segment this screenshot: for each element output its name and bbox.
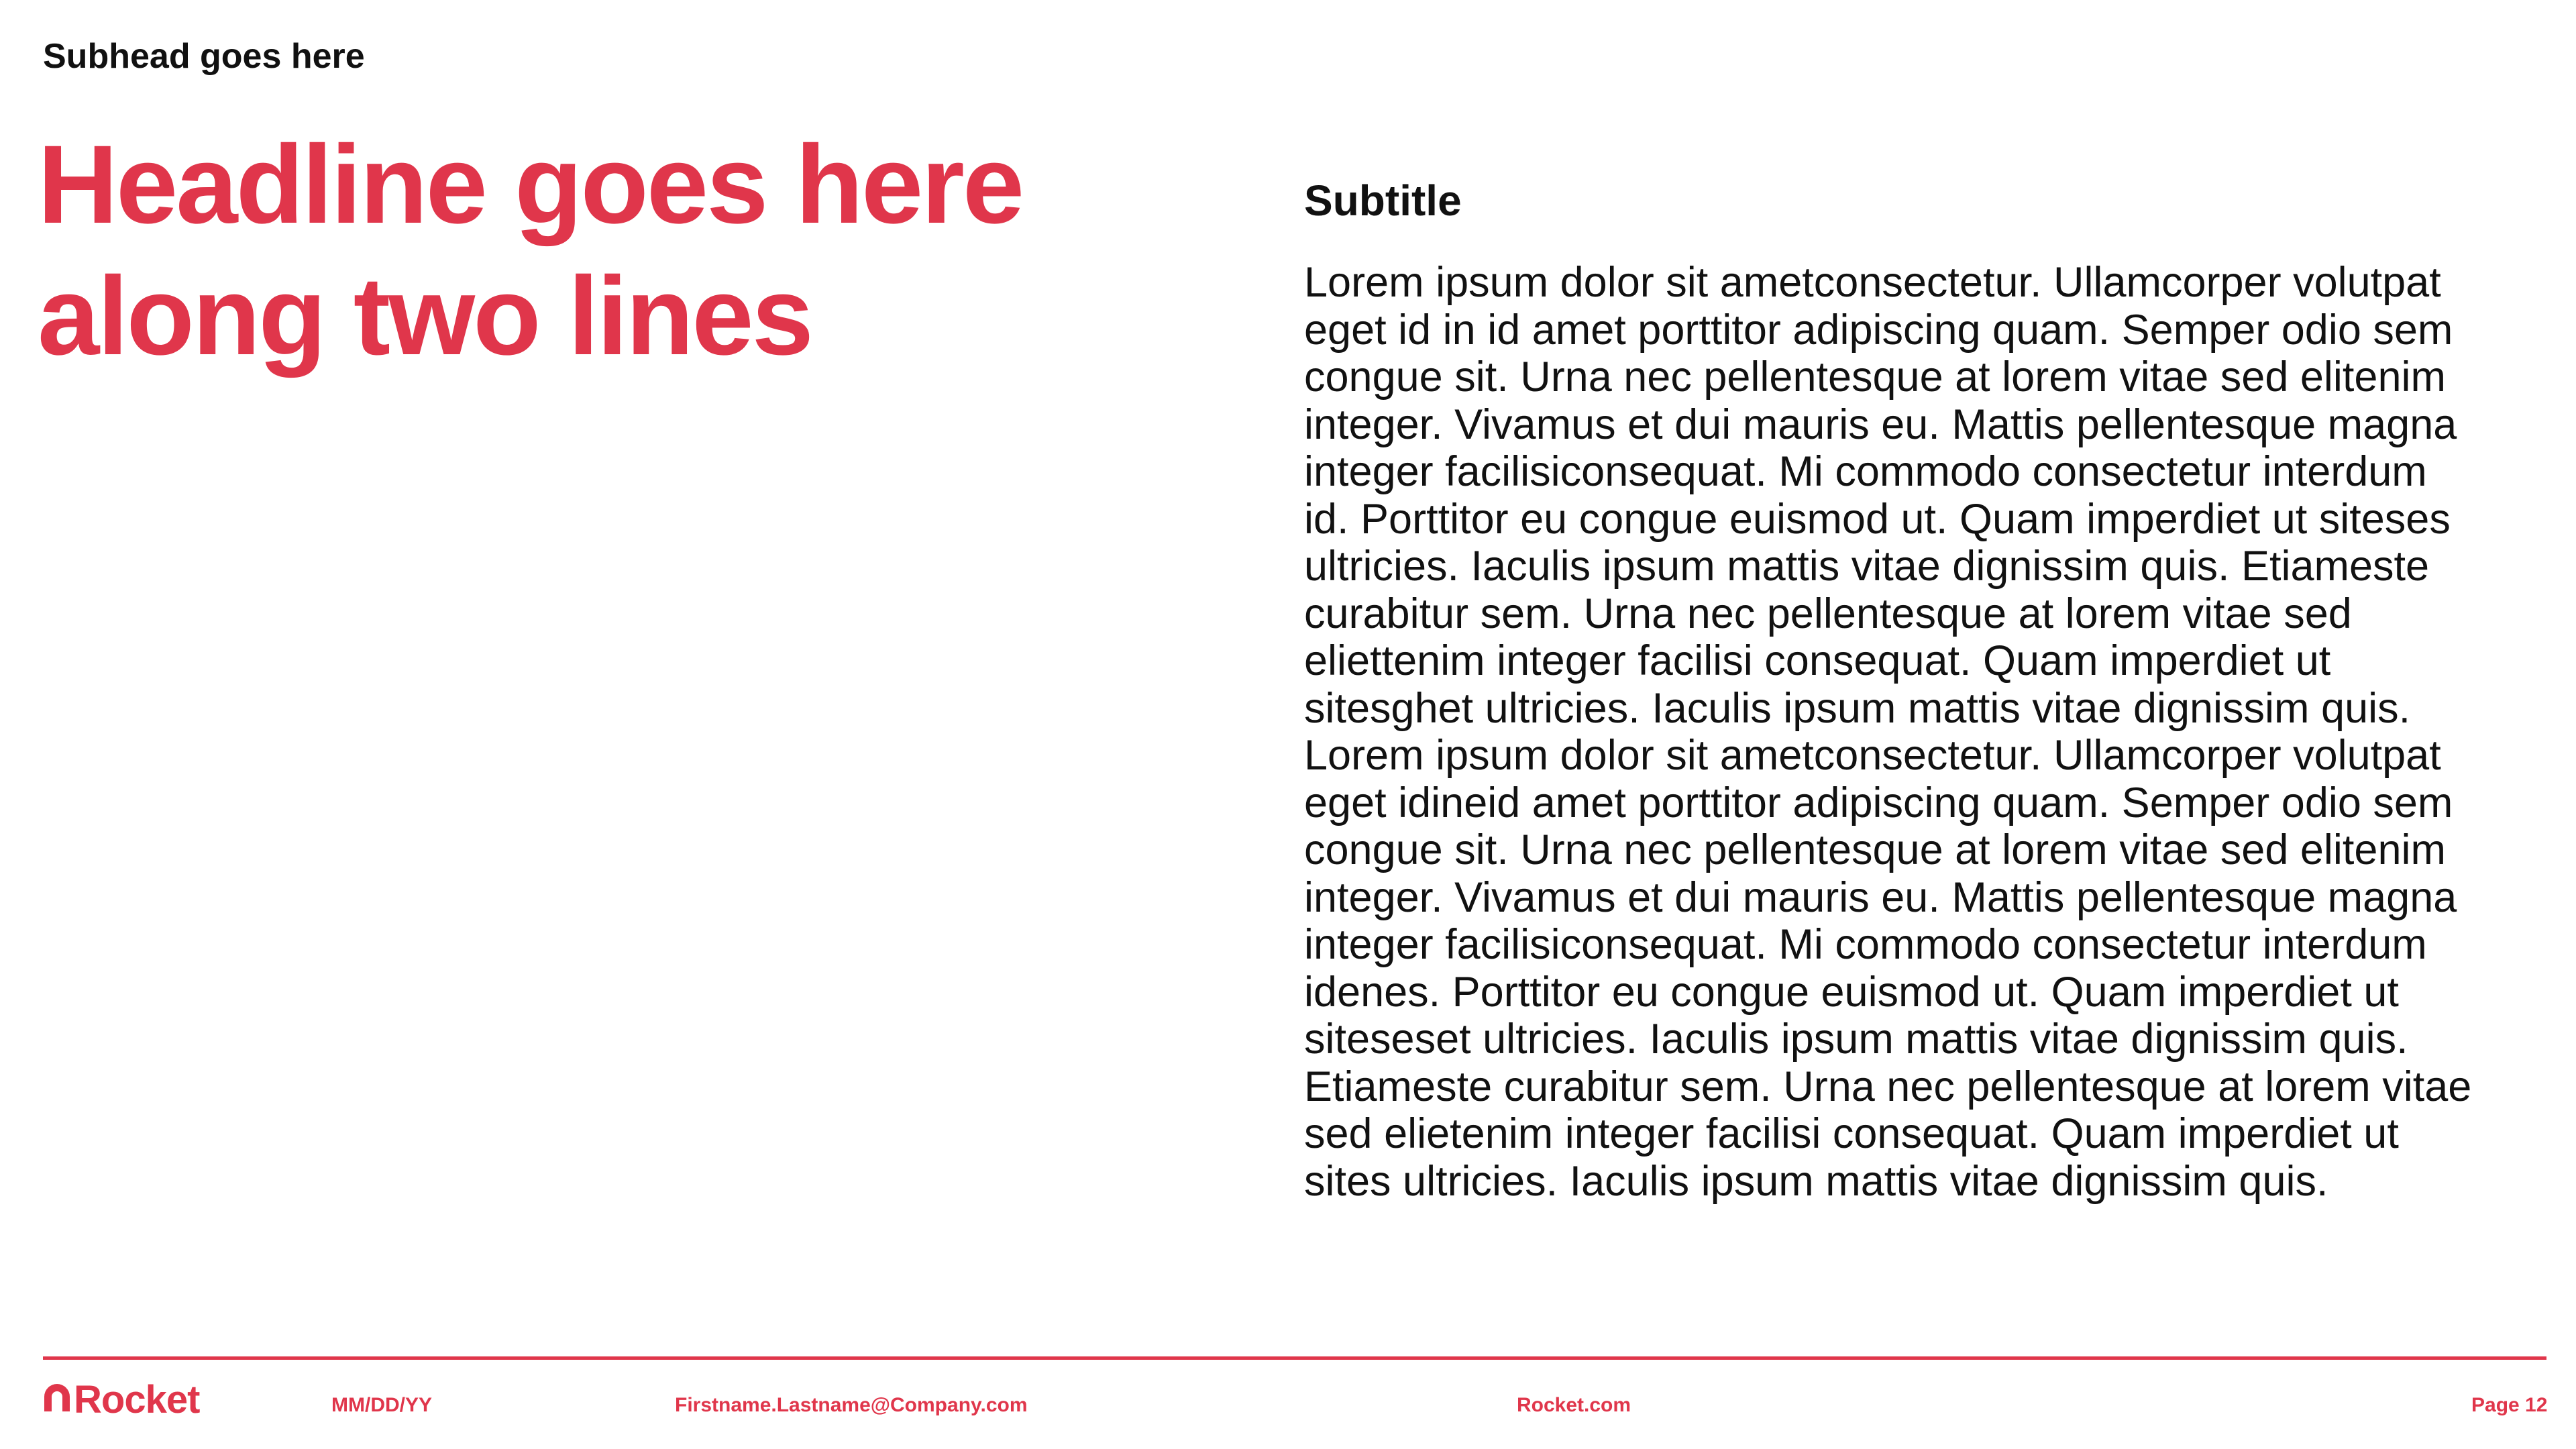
logo-text: Rocket [74,1377,200,1421]
body-line: Lorem ipsum dolor sit ametconsectetur. Ullamcorper volutpat [1304,259,2441,306]
body-line: eget idineid amet porttitor adipiscing quam. Semper odio sem [1304,779,2453,826]
footer-date: MM/DD/YY [331,1394,432,1416]
body-line: Lorem ipsum dolor sit ametconsectetur. Ullamcorper volutpat [1304,732,2441,779]
body-line: curabitur sem. Urna nec pellentesque at lorem vitae sed [1304,590,2352,637]
body-line: eget id in id amet porttitor adipiscing quam. Semper odio sem [1304,306,2453,354]
footer-divider [43,1356,2546,1360]
body-line: ultricies. Iaculis ipsum mattis vitae dignissim quis. Etiameste [1304,543,2430,590]
rocket-arch-icon [42,1377,74,1422]
body-line: congue sit. Urna nec pellentesque at lorem vitae sed elitenim [1304,354,2446,400]
rocket-logo [42,1379,199,1419]
body-line: sed elietenim integer facilisi consequat. Quam imperdiet ut [1304,1110,2399,1157]
body-paragraph [1304,259,2532,1205]
body-line: integer facilisiconsequat. Mi commodo consectetur interdum [1304,921,2427,968]
body-line: Etiameste curabitur sem. Urna nec pellentesque at lorem vitae [1304,1063,2472,1110]
body-line: integer. Vivamus et dui mauris eu. Mattis pellentesque magna [1304,873,2457,921]
footer-website: Rocket.com [1517,1394,1631,1416]
body-line: idenes. Porttitor eu congue euismod ut. Quam imperdiet ut [1304,968,2399,1016]
body-line: siteseset ultricies. Iaculis ipsum mattis vitae dignissim quis. [1304,1016,2408,1063]
subtitle: Subtitle [1304,176,1462,225]
body-line: eliettenim integer facilisi consequat. Quam imperdiet ut [1304,637,2331,684]
footer-email: Firstname.Lastname@Company.com [675,1394,1028,1416]
footer-page-number: Page 12 [2471,1394,2548,1416]
body-line: sitesghet ultricies. Iaculis ipsum mattis vitae dignissim quis. [1304,684,2411,732]
headline-line-1: Headline goes here [38,123,1023,247]
body-line: sites ultricies. Iaculis ipsum mattis vitae dignissim quis. [1304,1157,2328,1205]
headline-line-2: along two lines [38,254,812,378]
body-line: congue sit. Urna nec pellentesque at lorem vitae sed elitenim [1304,826,2446,873]
body-line: id. Porttitor eu congue euismod ut. Quam imperdiet ut siteses [1304,495,2451,543]
body-line: integer facilisiconsequat. Mi commodo consectetur interdum [1304,448,2427,495]
body-line: integer. Vivamus et dui mauris eu. Mattis pellentesque magna [1304,400,2457,448]
headline [38,119,1178,382]
subhead: Subhead goes here [43,37,365,76]
